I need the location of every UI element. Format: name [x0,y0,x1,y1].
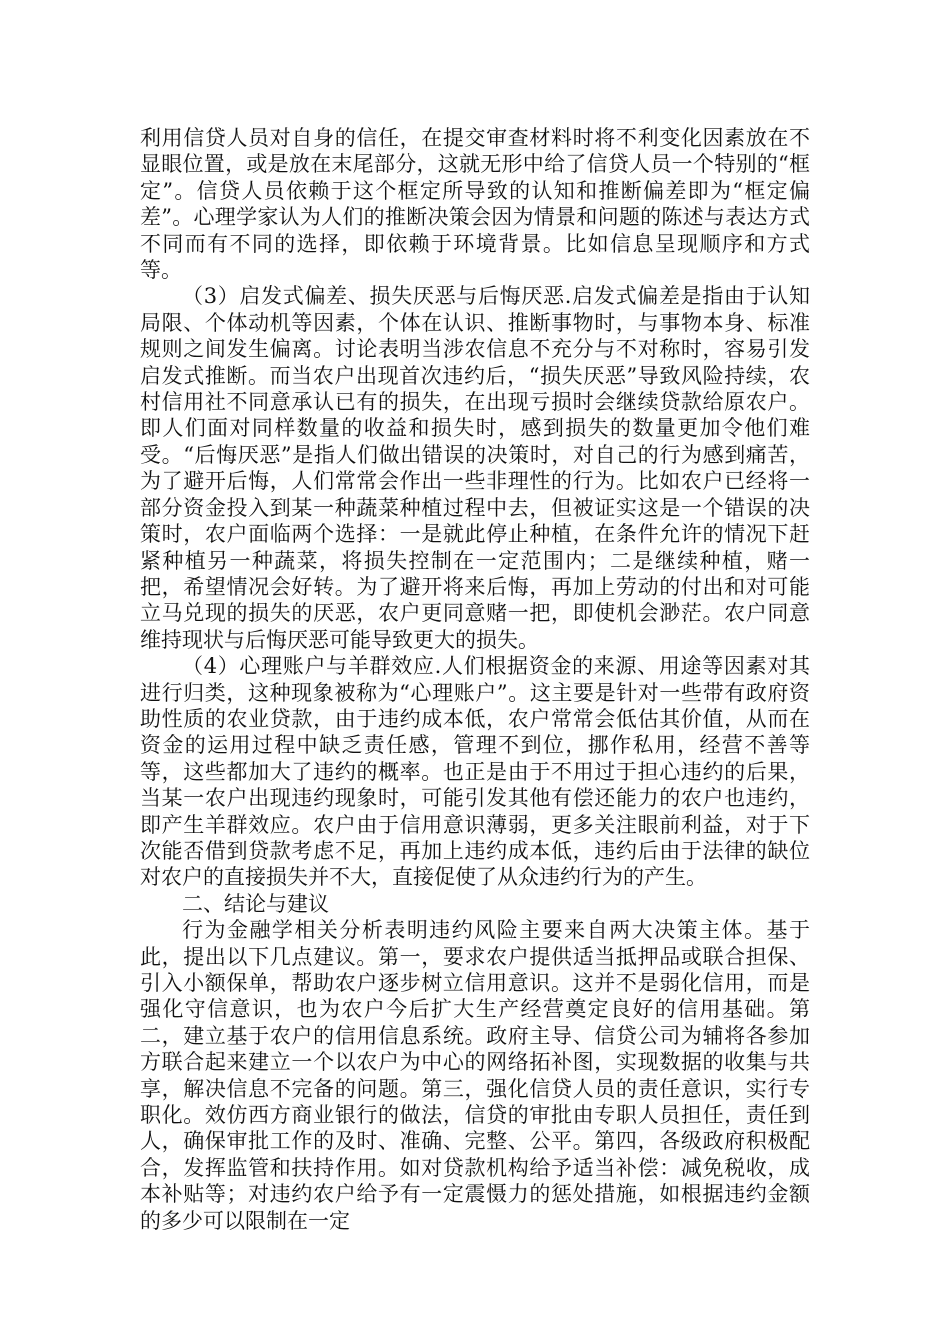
paragraph-heuristic-bias: （3）启发式偏差、损失厌恶与后悔厌恶.启发式偏差是指由于认知局限、个体动机等因素，个体在认识、推断事物时，与事物本身、标准规则之间发生偏离。讨论表明当涉农信息不充分与不对称时，容易引发启发式推断。而当农户出现首次违约后，“损失厌恶”导致风险持续，农村信用社不同意承认已有的损失，在出现亏损时会继续贷款给原农户。即人们面对同样数量的收益和损失时，感到损失的数量更加令他们难受。“后悔厌恶”是指人们做出错误的决策时，对自己的行为感到痛苦，为了避开后悔，人们常常会作出一些非理性的行为。比如农户已经将一部分资金投入到某一种蔬菜种植过程中去，但被证实这是一个错误的决策时，农户面临两个选择：一是就此停止种植，在条件允许的情况下赶紧种植另一种蔬菜，将损失控制在一定范围内；二是继续种植，赌一把，希望情况会好转。为了避开将来后悔，再加上劳动的付出和对可能立马兑现的损失的厌恶，农户更同意赌一把，即使机会渺茫。农户同意维持现状与后悔厌恶可能导致更大的损失。 [140,284,810,652]
paragraph-mental-accounting: （4）心理账户与羊群效应.人们根据资金的来源、用途等因素对其进行归类，这种现象被称为“心理账户”。这主要是针对一些带有政府资助性质的农业贷款，由于违约成本低，农户常常会低估其价值，从而在资金的运用过程中缺乏责任感，管理不到位，挪作私用，经营不善等等，这些都加大了违约的概率。也正是由于不用过于担心违约的后果，当某一农户出现违约现象时，可能引发其他有偿还能力的农户也违约，即产生羊群效应。农户由于信用意识薄弱，更多关注眼前利益，对于下次能否借到贷款考虑不足，再加上违约成本低，违约后由于法律的缺位对农户的直接损失并不大，直接促使了从众违约行为的产生。 [140,654,810,890]
paragraph-recommendations: 行为金融学相关分析表明违约风险主要来自两大决策主体。基于此，提出以下几点建议。第一，要求农户提供适当抵押品或联合担保、引入小额保单，帮助农户逐步树立信用意识。这并不是弱化信用，而是强化守信意识，也为农户今后扩大生产经营奠定良好的信用基础。第二，建立基于农户的信用信息系统。政府主导、信贷公司为辅将各参加方联合起来建立一个以农户为中心的网络拓补图，实现数据的收集与共享，解决信息不完备的问题。第三，强化信贷人员的责任意识，实行专职化。效仿西方商业银行的做法，信贷的审批由专职人员担任，责任到人，确保审批工作的及时、准确、完整、公平。第四，各级政府积极配合，发挥监管和扶持作用。如对贷款机构给予适当补偿：减免税收，成本补贴等；对违约农户给予有一定震慑力的惩处措施，如根据违约金额的多少可以限制在一定 [140,918,810,1233]
section-heading-conclusions: 二、结论与建议 [182,891,329,916]
paragraph-framing-bias: 利用信贷人员对自身的信任，在提交审查材料时将不利变化因素放在不显眼位置，或是放在末尾部分，这就无形中给了信贷人员一个特别的“框定”。信贷人员依赖于这个框定所导致的认知和推断偏差即为“框定偏差”。心理学家认为人们的推断决策会因为情景和问题的陈述与表达方式不同而有不同的选择，即依赖于环境背景。比如信息呈现顺序和方式等。 [140,126,810,283]
document-page [140,125,810,1234]
